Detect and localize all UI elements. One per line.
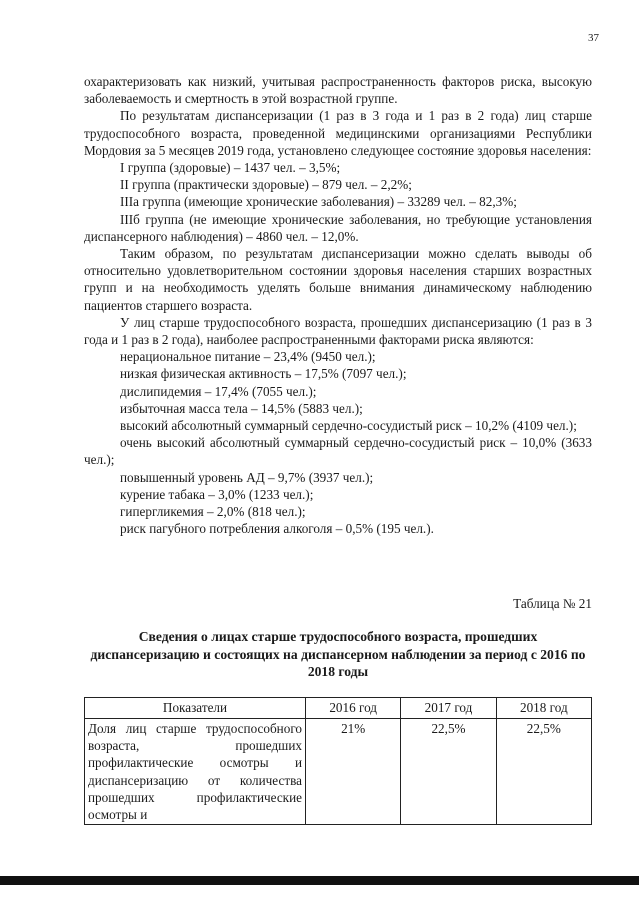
column-header: 2018 год [496, 698, 591, 719]
table-cell: 22,5% [401, 719, 496, 825]
health-group-item: IIIб группа (не имеющие хронические заболевания, но требующие установления диспансерного наблюдения) – 4860 чел. – 12,0%. [84, 211, 592, 244]
risk-factor-item: гипергликемия – 2,0% (818 чел.); [120, 504, 306, 520]
column-header: Показатели [85, 698, 306, 719]
table-cell: 21% [306, 719, 401, 825]
risk-factor-item: риск пагубного потребления алкоголя – 0,5% (195 чел.). [120, 521, 434, 537]
risk-factor-item: нерациональное питание – 23,4% (9450 чел.); [120, 349, 376, 365]
table-row [85, 719, 592, 825]
table-caption: Таблица № 21 [513, 596, 592, 611]
risk-factor-item: дислипидемия – 17,4% (7055 чел.); [120, 383, 317, 399]
table-title: Сведения о лицах старше трудоспособного возраста, прошедших диспансеризацию и состоящих на диспансерном наблюдении за период с 2016 по 2018 годы [90, 629, 586, 679]
health-group-item: IIIа группа (имеющие хронические заболевания) – 33289 чел. – 82,3%; [120, 194, 517, 210]
risk-factor-item: высокий абсолютный суммарный сердечно-сосудистый риск – 10,2% (4109 чел.); [120, 418, 577, 434]
risk-factor-item: очень высокий абсолютный суммарный сердечно-сосудистый риск – 10,0% (3633 чел.); [84, 435, 592, 468]
body-text [84, 73, 592, 537]
row-label: Доля лиц старше трудоспособного возраста, прошедших профилактические осмотры и диспансеризацию от количества прошедших профилактические осмотры и [85, 719, 306, 825]
column-header: 2016 год [306, 698, 401, 719]
paragraph: охарактеризовать как низкий, учитывая распространенность факторов риска, высокую заболеваемость и смертность в этой возрастной группе. [84, 74, 592, 107]
paragraph: По результатам диспансеризации (1 раз в 3 года и 1 раз в 2 года) лиц старше трудоспособного возраста, проведенной медицинскими организациями Республики Мордовия за 5 месяцев 2019 года, установлено следующее состояние здоровья населения: [84, 108, 592, 158]
table-header-row [85, 698, 592, 719]
page-number: 37 [588, 32, 599, 44]
risk-factor-item: повышенный уровень АД – 9,7% (3937 чел.); [120, 469, 374, 485]
scan-border [0, 876, 639, 885]
column-header: 2017 год [401, 698, 496, 719]
paragraph: Таким образом, по результатам диспансеризации можно сделать выводы об относительно удовлетворительном состоянии здоровья населения старших возрастных групп и на необходимость уделять больше внимания динамическому наблюдению пациентов старшего возраста. [84, 246, 592, 313]
risk-factor-item: курение табака – 3,0% (1233 чел.); [120, 486, 314, 502]
health-group-item: I группа (здоровые) – 1437 чел. – 3,5%; [120, 160, 341, 176]
table-cell: 22,5% [496, 719, 591, 825]
data-table [84, 697, 592, 825]
paragraph: У лиц старше трудоспособного возраста, прошедших диспансеризацию (1 раз в 3 года и 1 раз в 2 года), наиболее распространенными факторами риска являются: [84, 314, 592, 348]
health-group-item: II группа (практически здоровые) – 879 чел. – 2,2%; [120, 177, 412, 193]
risk-factor-item: избыточная масса тела – 14,5% (5883 чел.); [120, 400, 363, 416]
risk-factor-item: низкая физическая активность – 17,5% (7097 чел.); [120, 366, 407, 382]
